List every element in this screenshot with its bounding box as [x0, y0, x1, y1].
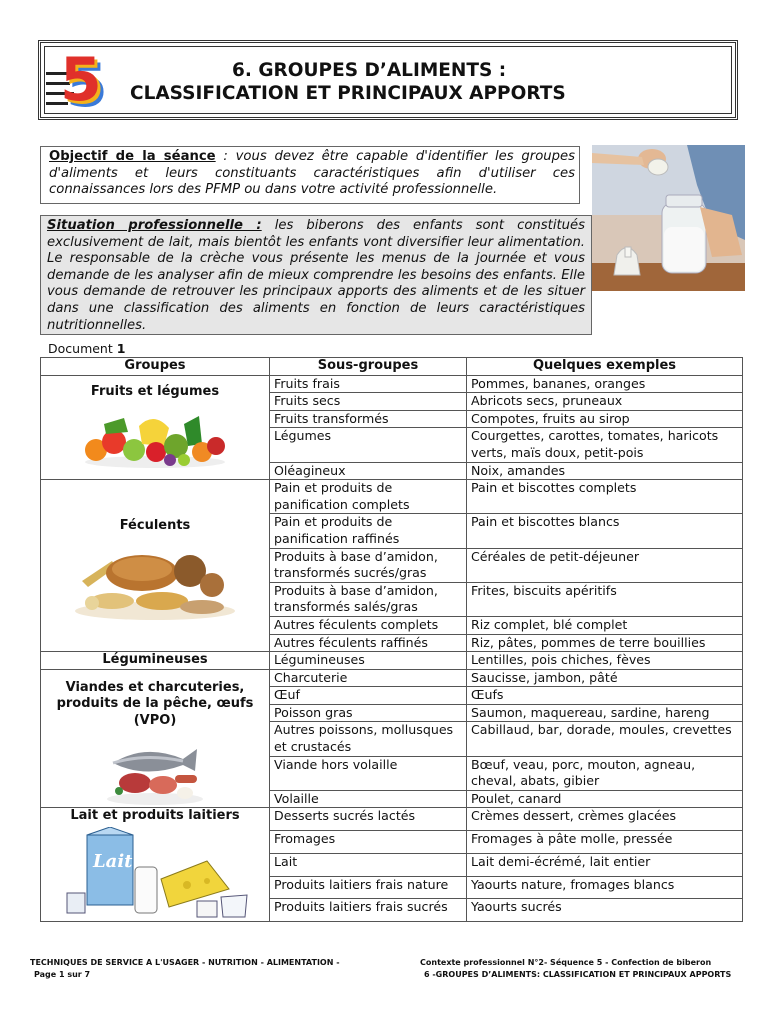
fruits-vegetables-image [84, 406, 226, 468]
objective-label: Objectif de la séance [49, 149, 216, 164]
group-cell [41, 480, 270, 652]
column-header-groupes: Groupes [41, 358, 270, 376]
group-cell [41, 669, 270, 808]
example-cell: Riz, pâtes, pommes de terre bouillies [467, 634, 743, 652]
subgroup-cell: Volaille [270, 790, 467, 808]
example-cell: Saucisse, jambon, pâté [467, 669, 743, 687]
situation-text: les biberons des enfants sont constitués exclusivement de lait, mais bientôt les enfants vont diversifier leur alimentation. Le responsable de la crèche vous présente les menus de la journée et vous demande de les analyser afin de mieux comprendre les besoins des enfants. Elle vous demande de retrouver les principaux apports des aliments et de les situer dans une classification des aliments en fonction de leurs caractéristiques nutritionnelles. [47, 218, 585, 333]
subgroup-cell: Produits laitiers frais sucrés [270, 899, 467, 922]
subgroup-cell: Œuf [270, 687, 467, 705]
number-badge-icon [46, 45, 108, 115]
example-cell: Poulet, canard [467, 790, 743, 808]
objective-box [40, 146, 580, 204]
example-cell: Abricots secs, pruneaux [467, 393, 743, 411]
subgroup-cell: Charcuterie [270, 669, 467, 687]
table-header-row [41, 358, 743, 376]
subgroup-cell: Autres féculents raffinés [270, 634, 467, 652]
group-name: Fruits et légumes [90, 383, 220, 399]
objective-text: : vous devez être capable d'identifier les groupes d'aliments et leurs constituants caractéristiques afin d'utiliser ces connaissances lors des PFMP ou dans votre activité professionnelle. [49, 149, 575, 197]
subgroup-cell: Produits laitiers frais nature [270, 876, 467, 899]
page-title-line2: CLASSIFICATION ET PRINCIPAUX APPORTS [130, 83, 566, 104]
example-cell: Noix, amandes [467, 462, 743, 480]
example-cell: Fromages à pâte molle, pressée [467, 831, 743, 854]
subgroup-cell: Fruits frais [270, 375, 467, 393]
subgroup-cell: Lait [270, 853, 467, 876]
subgroup-cell: Fromages [270, 831, 467, 854]
dairy-image [57, 827, 253, 921]
subgroup-cell: Viande hors volaille [270, 756, 467, 790]
footer-page-number: Page 1 sur 7 [34, 970, 91, 979]
subgroup-cell: Poisson gras [270, 704, 467, 722]
example-cell: Lait demi-écrémé, lait entier [467, 853, 743, 876]
group-name: Lait et produits laitiers [70, 808, 240, 824]
example-cell: Pommes, bananes, oranges [467, 375, 743, 393]
example-cell: Cabillaud, bar, dorade, moules, crevettes [467, 722, 743, 756]
group-cell [41, 808, 270, 922]
example-cell: Pain et biscottes complets [467, 480, 743, 514]
footer-right-line2: 6 -GROUPES D’ALIMENTS: CLASSIFICATION ET PRINCIPAUX APPORTS [424, 970, 732, 979]
column-header-exemples: Quelques exemples [467, 358, 743, 376]
footer-left-line1: TECHNIQUES DE SERVICE A L'USAGER - NUTRITION - ALIMENTATION - [30, 958, 340, 967]
group-cell [41, 652, 270, 670]
example-cell: Œufs [467, 687, 743, 705]
situation-box [40, 215, 592, 335]
example-cell: Crèmes dessert, crèmes glacées [467, 808, 743, 831]
group-name: Légumineuses [102, 652, 208, 668]
subgroup-cell: Autres féculents complets [270, 616, 467, 634]
table-row [41, 480, 743, 514]
example-cell: Compotes, fruits au sirop [467, 410, 743, 428]
subgroup-cell: Légumineuses [270, 652, 467, 670]
subgroup-cell: Produits à base d’amidon, transformés sucrés/gras [270, 548, 467, 582]
document-label: Document 1 [48, 341, 126, 356]
table-row [41, 808, 743, 831]
bread-grains-image [72, 541, 238, 621]
example-cell: Bœuf, veau, porc, mouton, agneau, cheval, abats, gibier [467, 756, 743, 790]
subgroup-cell: Légumes [270, 428, 467, 462]
table-row [41, 652, 743, 670]
situation-label: Situation professionnelle : [47, 218, 262, 233]
example-cell: Céréales de petit-déjeuner [467, 548, 743, 582]
page-title-line1: 6. GROUPES D’ALIMENTS : [232, 60, 507, 81]
meat-fish-image [105, 735, 205, 805]
example-cell: Courgettes, carottes, tomates, haricots verts, maïs doux, petit-pois [467, 428, 743, 462]
baby-bottle-photo [592, 145, 745, 291]
group-name: Viandes et charcuteries, produits de la pêche, œufs (VPO) [56, 679, 254, 728]
group-cell [41, 375, 270, 480]
badge-number: 5 [60, 45, 102, 115]
footer-right-line1: Contexte professionnel N°2- Séquence 5 - Confection de biberon [420, 958, 712, 967]
subgroup-cell: Pain et produits de panification raffinés [270, 514, 467, 548]
subgroup-cell: Oléagineux [270, 462, 467, 480]
svg-text:Lait: Lait [93, 851, 133, 873]
example-cell: Saumon, maquereau, sardine, hareng [467, 704, 743, 722]
example-cell: Lentilles, pois chiches, fèves [467, 652, 743, 670]
table-row [41, 375, 743, 393]
example-cell: Yaourts sucrés [467, 899, 743, 922]
subgroup-cell: Fruits transformés [270, 410, 467, 428]
food-groups-table [40, 357, 743, 922]
document-number: 1 [116, 341, 126, 356]
group-name: Féculents [119, 518, 191, 534]
subgroup-cell: Autres poissons, mollusques et crustacés [270, 722, 467, 756]
column-header-sous-groupes: Sous-groupes [270, 358, 467, 376]
example-cell: Yaourts nature, fromages blancs [467, 876, 743, 899]
subgroup-cell: Produits à base d’amidon, transformés salés/gras [270, 582, 467, 616]
subgroup-cell: Desserts sucrés lactés [270, 808, 467, 831]
table-row [41, 669, 743, 687]
example-cell: Frites, biscuits apéritifs [467, 582, 743, 616]
example-cell: Riz complet, blé complet [467, 616, 743, 634]
example-cell: Pain et biscottes blancs [467, 514, 743, 548]
subgroup-cell: Fruits secs [270, 393, 467, 411]
subgroup-cell: Pain et produits de panification complets [270, 480, 467, 514]
